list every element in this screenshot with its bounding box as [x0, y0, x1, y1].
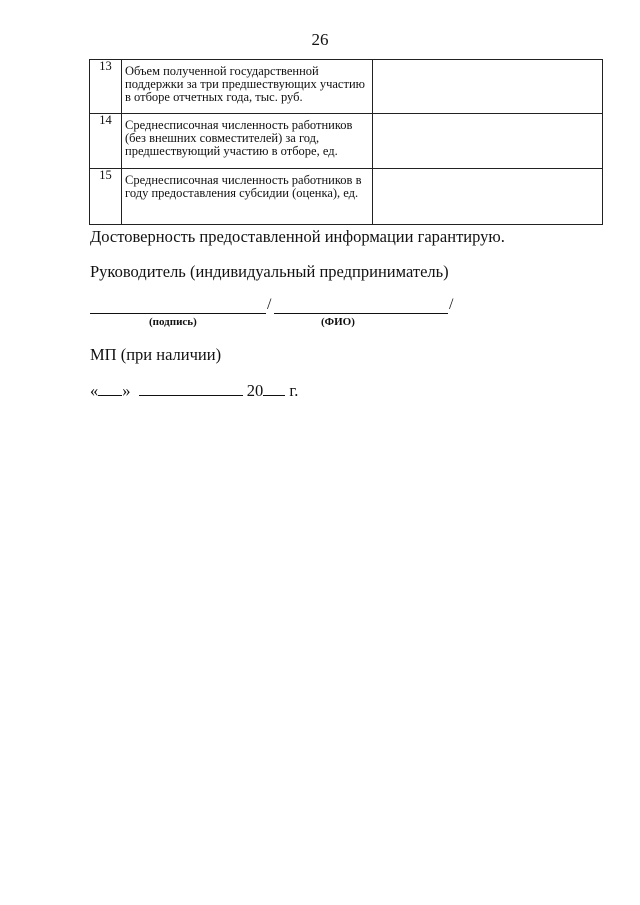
date-line: [90, 381, 298, 401]
year-suffix: г.: [289, 381, 299, 400]
open-quote: «: [90, 381, 99, 400]
head-label: Руководитель (индивидуальный предприниматель): [90, 262, 449, 281]
table-row: [90, 114, 603, 169]
year-prefix: 20: [246, 381, 264, 400]
page-number: 26: [311, 30, 329, 49]
stamp-label: МП (при наличии): [90, 345, 222, 364]
fio-line[interactable]: [274, 313, 448, 314]
signature-line[interactable]: [90, 313, 266, 314]
row-description: Среднесписочная численность работников (без внешних совместителей) за год, предшествующий участию в отборе, ед.: [122, 114, 373, 169]
row-value-field[interactable]: [373, 60, 603, 114]
table-row: [90, 60, 603, 114]
row-number: 13: [90, 60, 122, 114]
fio-caption: (ФИО): [321, 316, 355, 328]
indicator-table: [89, 59, 603, 225]
separator-slash: /: [449, 296, 454, 313]
guarantee-statement: Достоверность предоставленной информации гарантирую.: [90, 227, 505, 246]
close-quote: »: [122, 381, 131, 400]
row-number: 15: [90, 169, 122, 225]
year-field[interactable]: [263, 381, 285, 396]
day-field[interactable]: [98, 381, 122, 396]
separator-slash: /: [267, 296, 272, 313]
table-row: [90, 169, 603, 225]
row-value-field[interactable]: [373, 169, 603, 225]
signature-caption: (подпись): [149, 316, 197, 328]
month-field[interactable]: [139, 381, 243, 396]
row-number: 14: [90, 114, 122, 169]
row-value-field[interactable]: [373, 114, 603, 169]
row-description: Объем полученной государственной поддержки за три предшествующих участию в отборе отчетных года, тыс. руб.: [122, 60, 373, 114]
row-description: Среднесписочная численность работников в году предоставления субсидии (оценка), ед.: [122, 169, 373, 225]
